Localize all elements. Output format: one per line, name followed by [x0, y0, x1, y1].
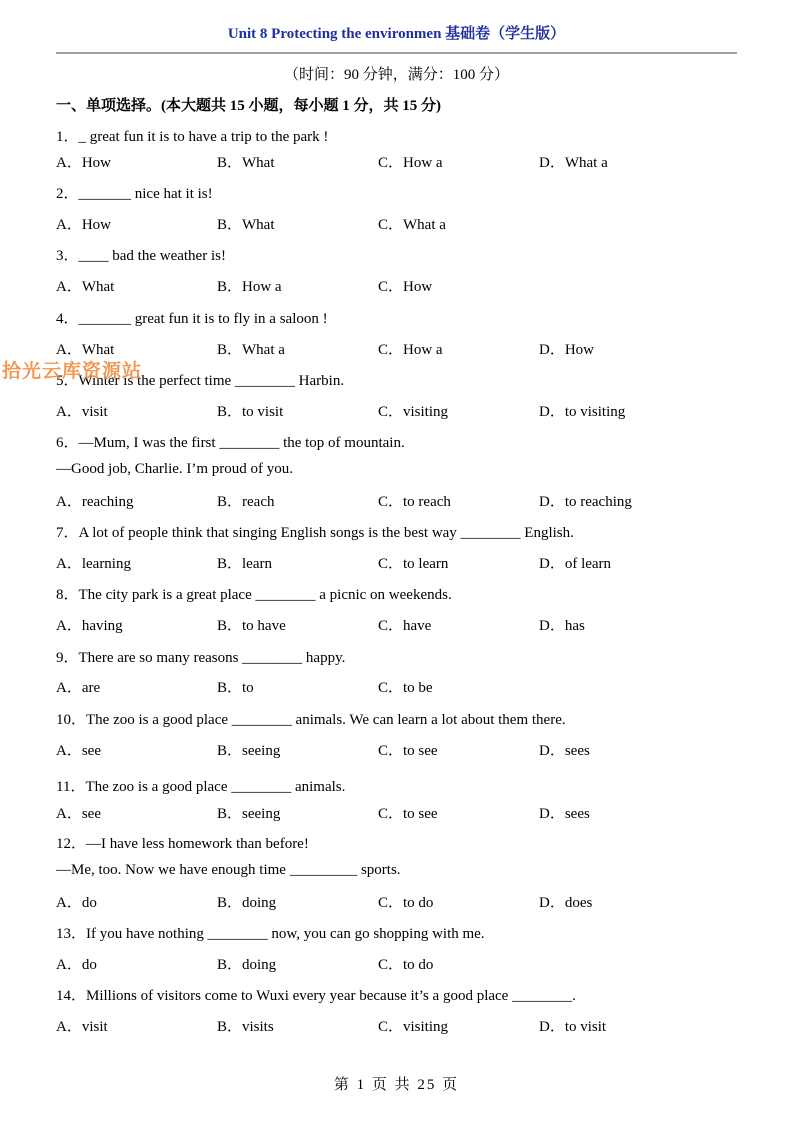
options-row — [56, 891, 756, 911]
options-row — [56, 151, 756, 171]
option-a: A．visit — [56, 404, 108, 420]
options-row — [56, 1015, 756, 1035]
option-d: D．sees — [539, 806, 590, 822]
option-b: B．to — [217, 680, 254, 696]
question-stem: 12．—I have less homework than before! — [56, 836, 309, 852]
option-a: A．having — [56, 618, 123, 634]
question-stem: 11．The zoo is a good place ________ animals. — [56, 779, 346, 795]
option-c: C．to see — [378, 806, 438, 822]
option-a: A．visit — [56, 1019, 108, 1035]
option-c: C．to reach — [378, 494, 451, 510]
option-d: D．does — [539, 895, 593, 911]
options-row — [56, 552, 756, 572]
options-row — [56, 400, 756, 420]
option-d: D．of learn — [539, 556, 612, 572]
option-b: B．doing — [217, 895, 277, 911]
option-c: C．visiting — [378, 404, 449, 420]
options-row — [56, 614, 756, 634]
option-a: A．do — [56, 895, 97, 911]
document-title: Unit 8 Protecting the environmen 基础卷（学生版） — [227, 26, 566, 42]
option-b: B．reach — [217, 494, 275, 510]
option-b: B．to visit — [217, 404, 284, 420]
question-stem: 2．_______ nice hat it is! — [56, 186, 213, 202]
option-b: B．to have — [217, 618, 286, 634]
question-stem-reply: —Good job, Charlie. I’m proud of you. — [56, 461, 294, 477]
options-row — [56, 739, 756, 759]
question-stem: 10．The zoo is a good place ________ animals. We can learn a lot about them there. — [56, 712, 566, 728]
option-c: C．to see — [378, 743, 438, 759]
question-stem: 5．Winter is the perfect time ________ Harbin. — [56, 373, 345, 389]
page-number: 第 1 页 共 25 页 — [333, 1077, 460, 1093]
question-stem-reply: —Me, too. Now we have enough time _________ sports. — [56, 862, 401, 878]
option-a: A．are — [56, 680, 101, 696]
question-stem: 4．_______ great fun it is to fly in a saloon ! — [56, 311, 328, 327]
option-a: A．reaching — [56, 494, 134, 510]
option-a: A．do — [56, 957, 97, 973]
options-row — [56, 213, 756, 233]
option-c: C．to do — [378, 957, 434, 973]
option-c: C．How a — [378, 342, 443, 358]
option-b: B．learn — [217, 556, 272, 572]
question-stem: 13．If you have nothing ________ now, you can go shopping with me. — [56, 926, 485, 942]
option-d: D．to visiting — [539, 404, 626, 420]
header-divider — [56, 52, 737, 54]
option-d: D．to visit — [539, 1019, 607, 1035]
question-stem: 9．There are so many reasons ________ happy. — [56, 650, 346, 666]
options-row — [56, 676, 756, 696]
options-row — [56, 490, 756, 510]
option-b: B．doing — [217, 957, 277, 973]
options-row — [56, 338, 756, 358]
options-row — [56, 802, 756, 822]
option-b: B．What — [217, 155, 275, 171]
watermark: 拾光云库资源站 — [2, 360, 143, 382]
option-c: C．to be — [378, 680, 433, 696]
option-a: A．learning — [56, 556, 131, 572]
options-row — [56, 275, 756, 295]
question-stem: 14．Millions of visitors come to Wuxi every year because it’s a good place ________. — [56, 988, 576, 1004]
option-d: D．sees — [539, 743, 590, 759]
option-b: B．seeing — [217, 743, 281, 759]
option-b: B．What a — [217, 342, 285, 358]
option-b: B．visits — [217, 1019, 274, 1035]
options-row — [56, 953, 756, 973]
option-a: A．How — [56, 217, 111, 233]
option-d: D．What a — [539, 155, 608, 171]
question-stem: 1．_ great fun it is to have a trip to the park ! — [56, 129, 329, 145]
option-b: B．seeing — [217, 806, 281, 822]
option-b: B．How a — [217, 279, 282, 295]
option-d: D．has — [539, 618, 585, 634]
option-a: A．What — [56, 279, 115, 295]
option-c: C．have — [378, 618, 432, 634]
question-stem: 6．—Mum, I was the first ________ the top of mountain. — [56, 435, 405, 451]
exam-info: （时间：90 分钟，满分：100 分） — [283, 67, 509, 83]
question-stem: 8．The city park is a great place ________ a picnic on weekends. — [56, 587, 452, 603]
option-d: D．How — [539, 342, 594, 358]
question-stem: 3．____ bad the weather is! — [56, 248, 226, 264]
option-c: C．How a — [378, 155, 443, 171]
option-c: C．visiting — [378, 1019, 449, 1035]
section-heading: 一、单项选择。(本大题共 15 小题，每小题 1 分，共 15 分) — [56, 98, 441, 114]
option-a: A．What — [56, 342, 115, 358]
option-a: A．How — [56, 155, 111, 171]
option-a: A．see — [56, 806, 101, 822]
option-c: C．How — [378, 279, 433, 295]
question-stem: 7．A lot of people think that singing English songs is the best way ________ English. — [56, 525, 574, 541]
option-b: B．What — [217, 217, 275, 233]
option-d: D．to reaching — [539, 494, 632, 510]
option-c: C．to do — [378, 895, 434, 911]
option-a: A．see — [56, 743, 101, 759]
option-c: C．to learn — [378, 556, 449, 572]
option-c: C．What a — [378, 217, 446, 233]
